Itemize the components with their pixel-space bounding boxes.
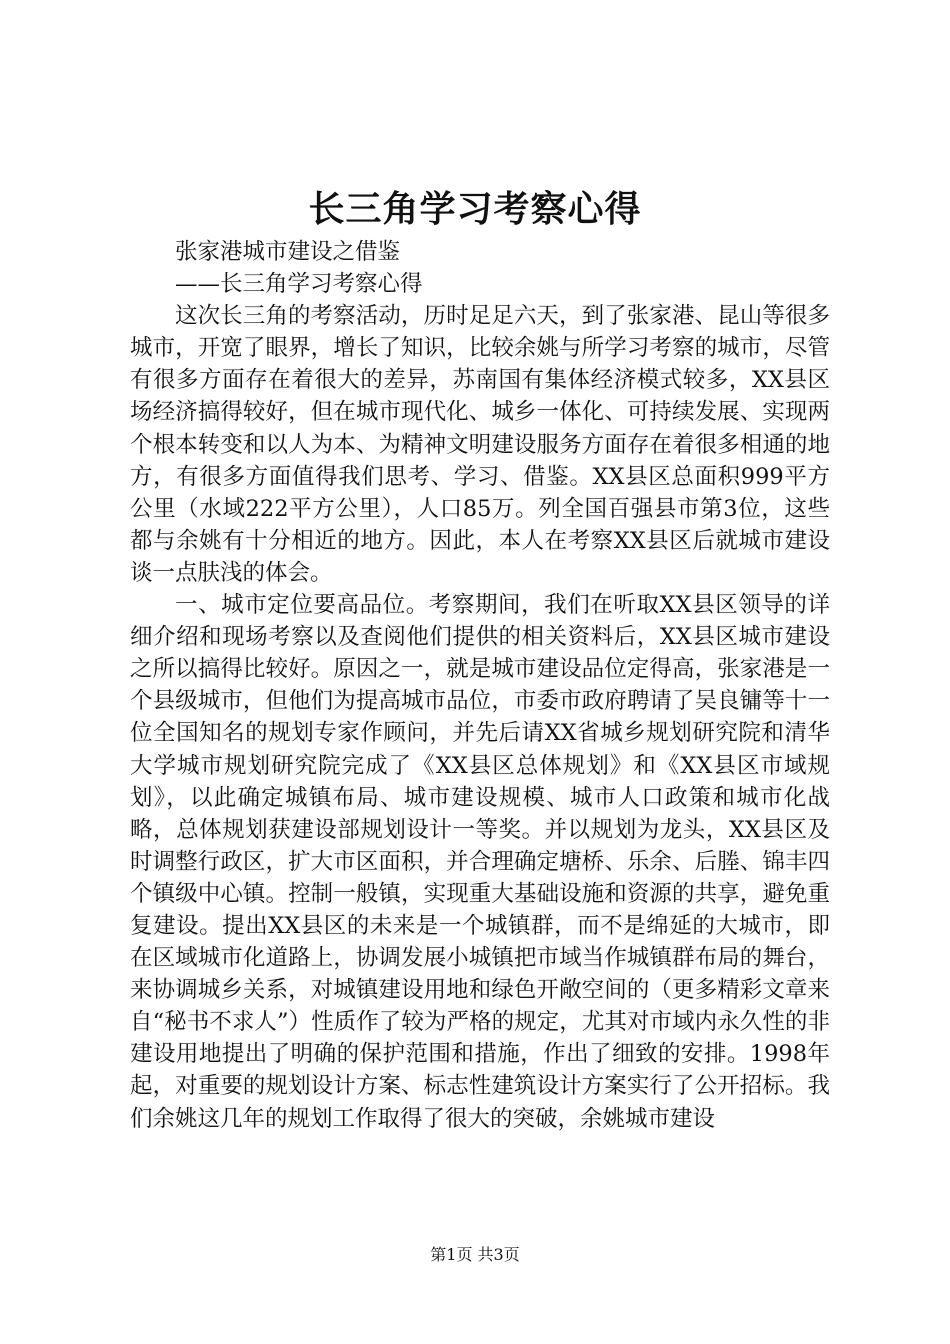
subtitle-dash: ——长三角学习考察心得 <box>175 271 423 298</box>
page-number: 第1页 共3页 <box>430 1245 520 1264</box>
subtitle: 张家港城市建设之借鉴 <box>175 239 401 265</box>
document-body <box>130 236 830 1135</box>
paragraph-section-1: 一、城市定位要高品位。考察期间，我们在听取XX县区领导的详细介绍和现场考察以及查阅他们提供的相关资料后，XX县区城市建设之所以搞得比较好。原因之一，就是城市建设品位定得高，张家港是一个县级城市，但他们为提高城市品位，市委市政府聘请了吴良镛等十一位全国知名的规划专家作顾问，并先后请XX省城乡规划研究院和清华大学城市规划研究院完成了《XX县区总体规划》和《XX县区市域规划》，以此确定城镇布局、城市建设规模、城市人口政策和城市化战略，总体规划获建设部规划设计一等奖。并以规划为龙头，XX县区及时调整行政区，扩大市区面积，并合理确定塘桥、乐余、后塍、锦丰四个镇级中心镇。控制一般镇，实现重大基础设施和资源的共享，避免重复建设。提出XX县区的未来是一个城镇群，而不是绵延的大城市，即在区域城市化道路上，协调发展小城镇把市域当作城镇群布局的舞台，来协调城乡关系，对城镇建设用地和绿色开敞空间的（更多精彩文章来自“秘书不求人”）性质作了较为严格的规定，尤其对市域内永久性的非建设用地提出了明确的保护范围和措施，作出了细致的安排。1998年起，对重要的规划设计方案、标志性建筑设计方案实行了公开招标。我们余姚这几年的规划工作取得了很大的突破，余姚城市建设 <box>130 592 830 1132</box>
document-title: 长三角学习考察心得 <box>308 188 642 230</box>
paragraph-intro: 这次长三角的考察活动，历时足足六天，到了张家港、昆山等很多城市，开宽了眼界，增长了知识，比较余姚与所学习考察的城市，尽管有很多方面存在着很大的差异，苏南国有集体经济模式较多，XX县区场经济搞得较好，但在城市现代化、城乡一体化、可持续发展、实现两个根本转变和以人为本、为精神文明建设服务方面存在着很多相通的地方，有很多方面值得我们思考、学习、借鉴。XX县区总面积999平方公里（水域222平方公里），人口85万。列全国百强县市第3位，这些都与余姚有十分相近的地方。因此，本人在考察XX县区后就城市建设谈一点肤浅的体会。 <box>130 303 830 586</box>
